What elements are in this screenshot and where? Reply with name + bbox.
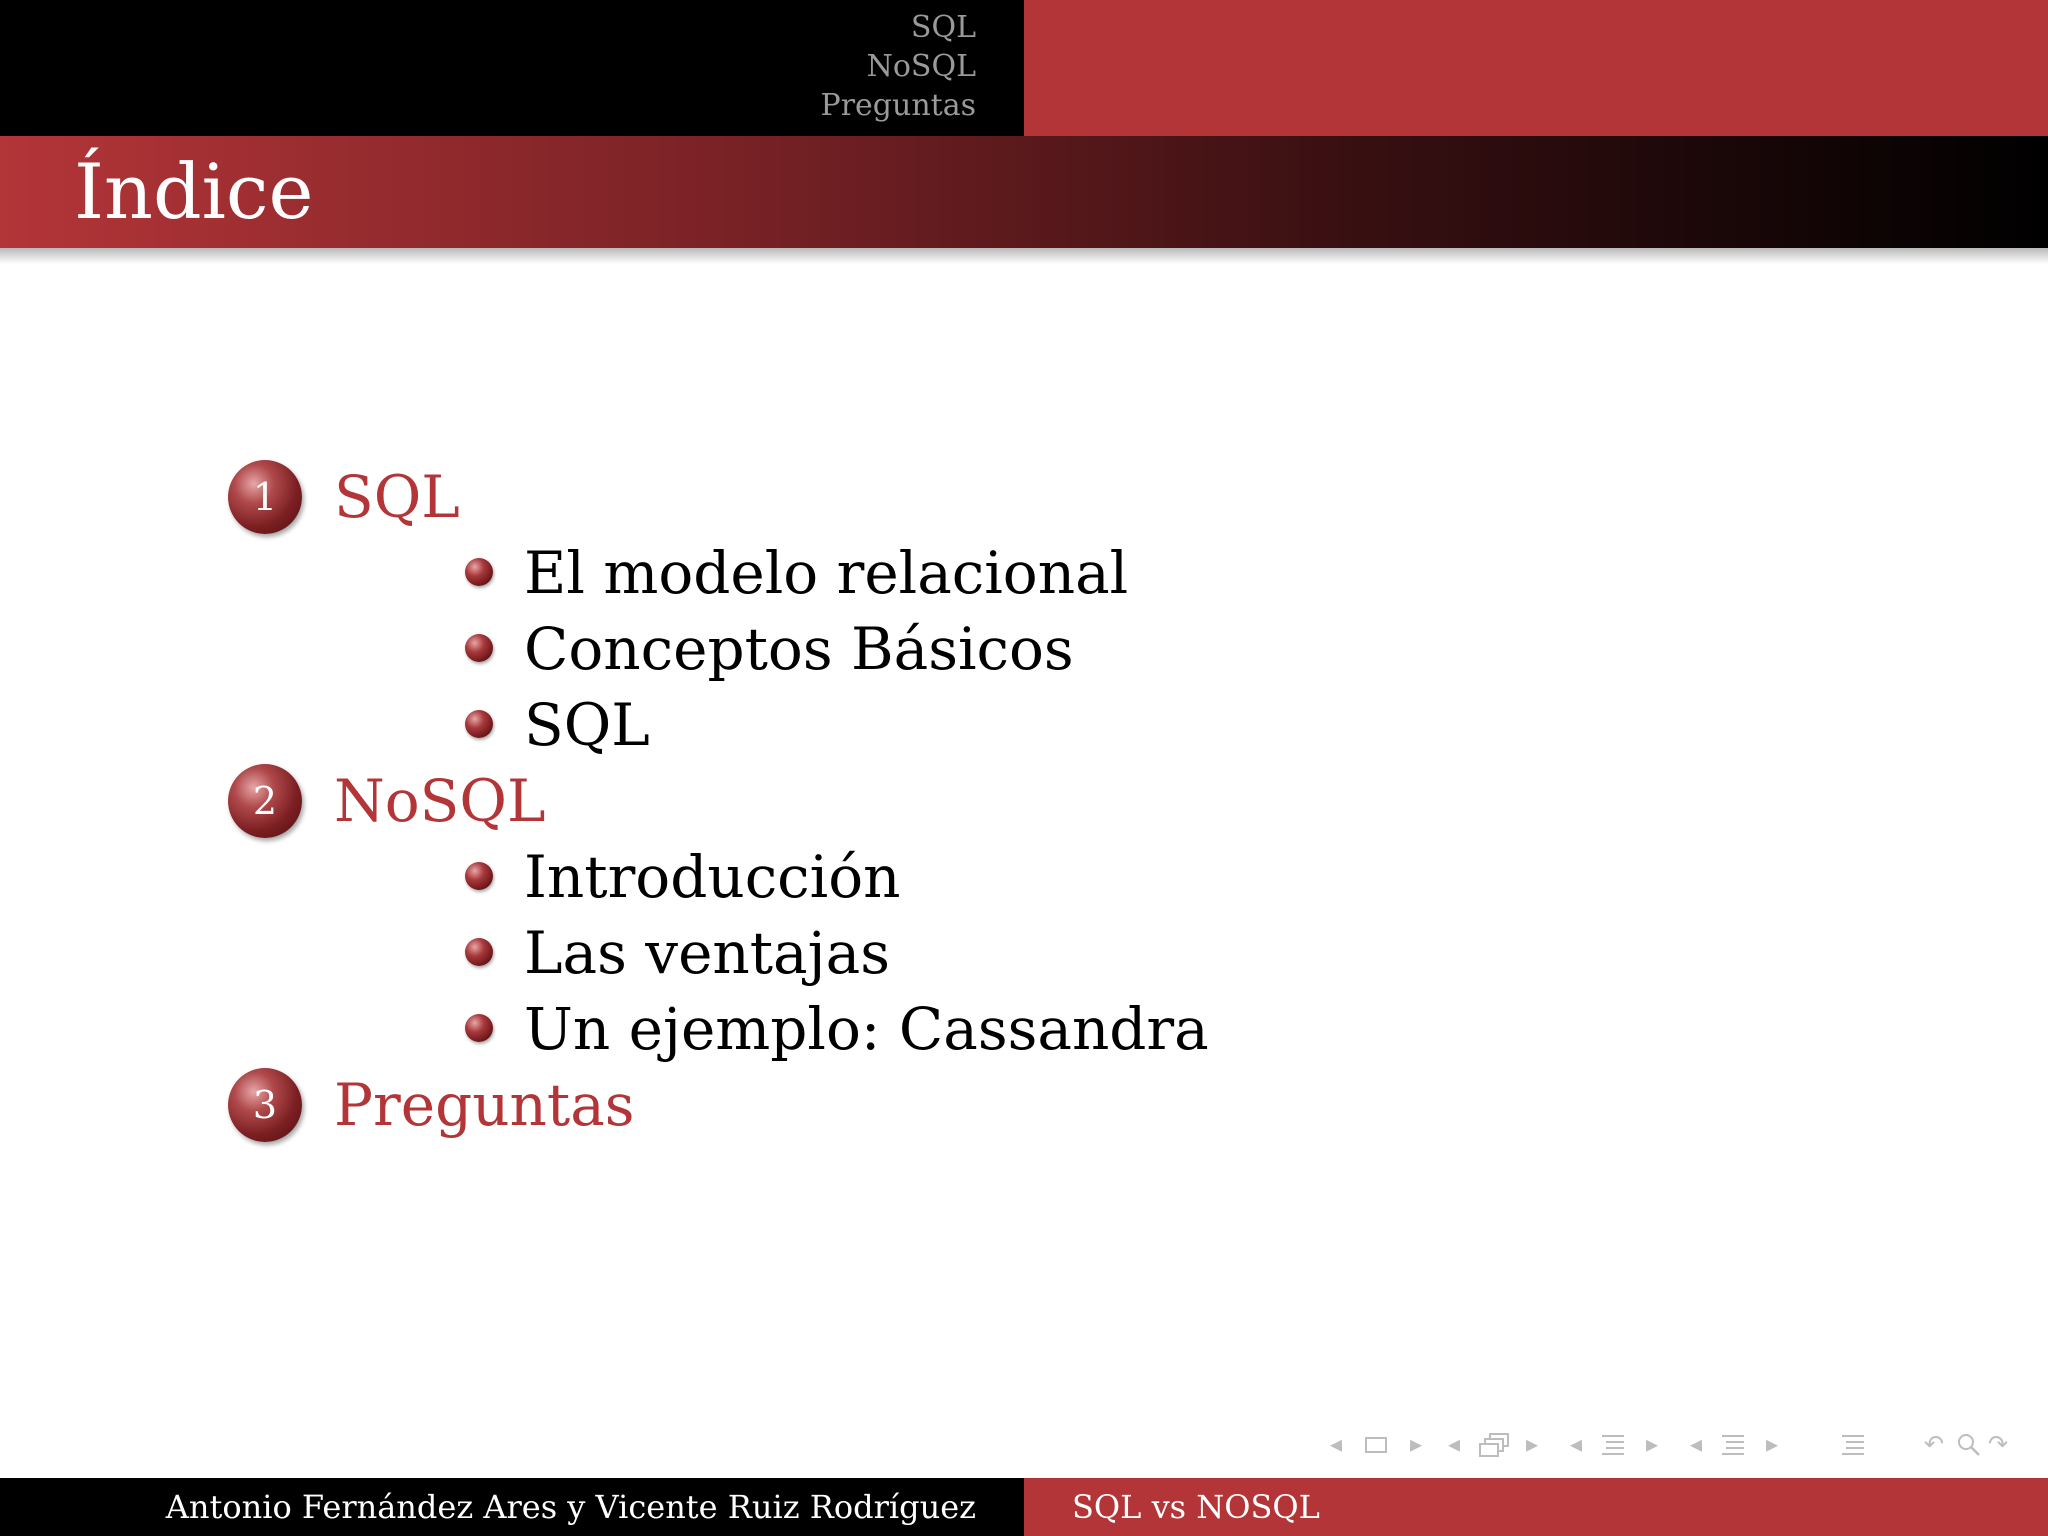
footer-title: SQL vs NOSQL [1072, 1488, 1320, 1526]
bullet-ball-icon [465, 710, 493, 738]
frame-next-icon[interactable]: ▸ [1410, 1430, 1423, 1458]
back-icon[interactable]: ↶ [1924, 1430, 1945, 1458]
title-bar-shadow [0, 248, 2048, 264]
section-prev-icon[interactable]: ◂ [1570, 1430, 1583, 1458]
forward-icon[interactable]: ↷ [1988, 1430, 2009, 1458]
nav-item-nosql[interactable]: NoSQL [866, 49, 976, 84]
toc-subsection-label[interactable]: Introducción [524, 843, 901, 911]
bullet-ball-icon [465, 938, 493, 966]
toc-subsection-label[interactable]: SQL [524, 691, 650, 759]
section-number-ball [228, 1068, 302, 1142]
frame-title: Índice [74, 147, 314, 236]
subsection-prev-icon[interactable]: ◂ [1448, 1430, 1461, 1458]
search-icon[interactable] [1956, 1424, 1982, 1464]
frame-icon[interactable] [1364, 1424, 1388, 1464]
section-next-icon[interactable]: ▸ [1646, 1430, 1659, 1458]
bullet-ball-icon [465, 634, 493, 662]
toc-icon[interactable] [1840, 1424, 1866, 1464]
header-accent-block [1024, 0, 2048, 136]
toc-section-label[interactable]: SQL [334, 463, 460, 531]
bullet-ball-icon [465, 558, 493, 586]
footer-author-bar [0, 1478, 1024, 1536]
section-number: 1 [252, 475, 278, 519]
bullet-ball-icon [465, 862, 493, 890]
toc-section-label[interactable]: Preguntas [334, 1071, 635, 1139]
subsubsection-icon[interactable] [1720, 1424, 1746, 1464]
section-icon[interactable] [1600, 1424, 1626, 1464]
frame-prev-icon[interactable]: ◂ [1330, 1430, 1343, 1458]
toc-subsection-label[interactable]: Las ventajas [524, 919, 890, 987]
section-navigation [821, 8, 976, 125]
frame-title-bar [0, 136, 2048, 248]
toc-subsection-label[interactable]: Conceptos Básicos [524, 615, 1074, 683]
nav-item-preguntas[interactable]: Preguntas [820, 88, 976, 123]
header-navigation-bar [0, 0, 1024, 136]
subsubsection-prev-icon[interactable]: ◂ [1690, 1430, 1703, 1458]
footer-author: Antonio Fernández Ares y Vicente Ruiz Rodríguez [165, 1488, 976, 1526]
bullet-ball-icon [465, 1014, 493, 1042]
toc-subsection-label[interactable]: Un ejemplo: Cassandra [524, 995, 1209, 1063]
toc-subsection-label[interactable]: El modelo relacional [524, 539, 1129, 607]
nav-item-sql[interactable]: SQL [910, 10, 976, 45]
subsection-icon[interactable] [1478, 1424, 1512, 1464]
toc-section-label[interactable]: NoSQL [334, 767, 546, 835]
section-number: 3 [252, 1083, 278, 1127]
section-number: 2 [252, 779, 278, 823]
section-number-ball [228, 764, 302, 838]
subsection-next-icon[interactable]: ▸ [1526, 1430, 1539, 1458]
footer-title-bar [1024, 1478, 2048, 1536]
navigation-symbols [1320, 1424, 2030, 1464]
section-number-ball [228, 460, 302, 534]
subsubsection-next-icon[interactable]: ▸ [1766, 1430, 1779, 1458]
